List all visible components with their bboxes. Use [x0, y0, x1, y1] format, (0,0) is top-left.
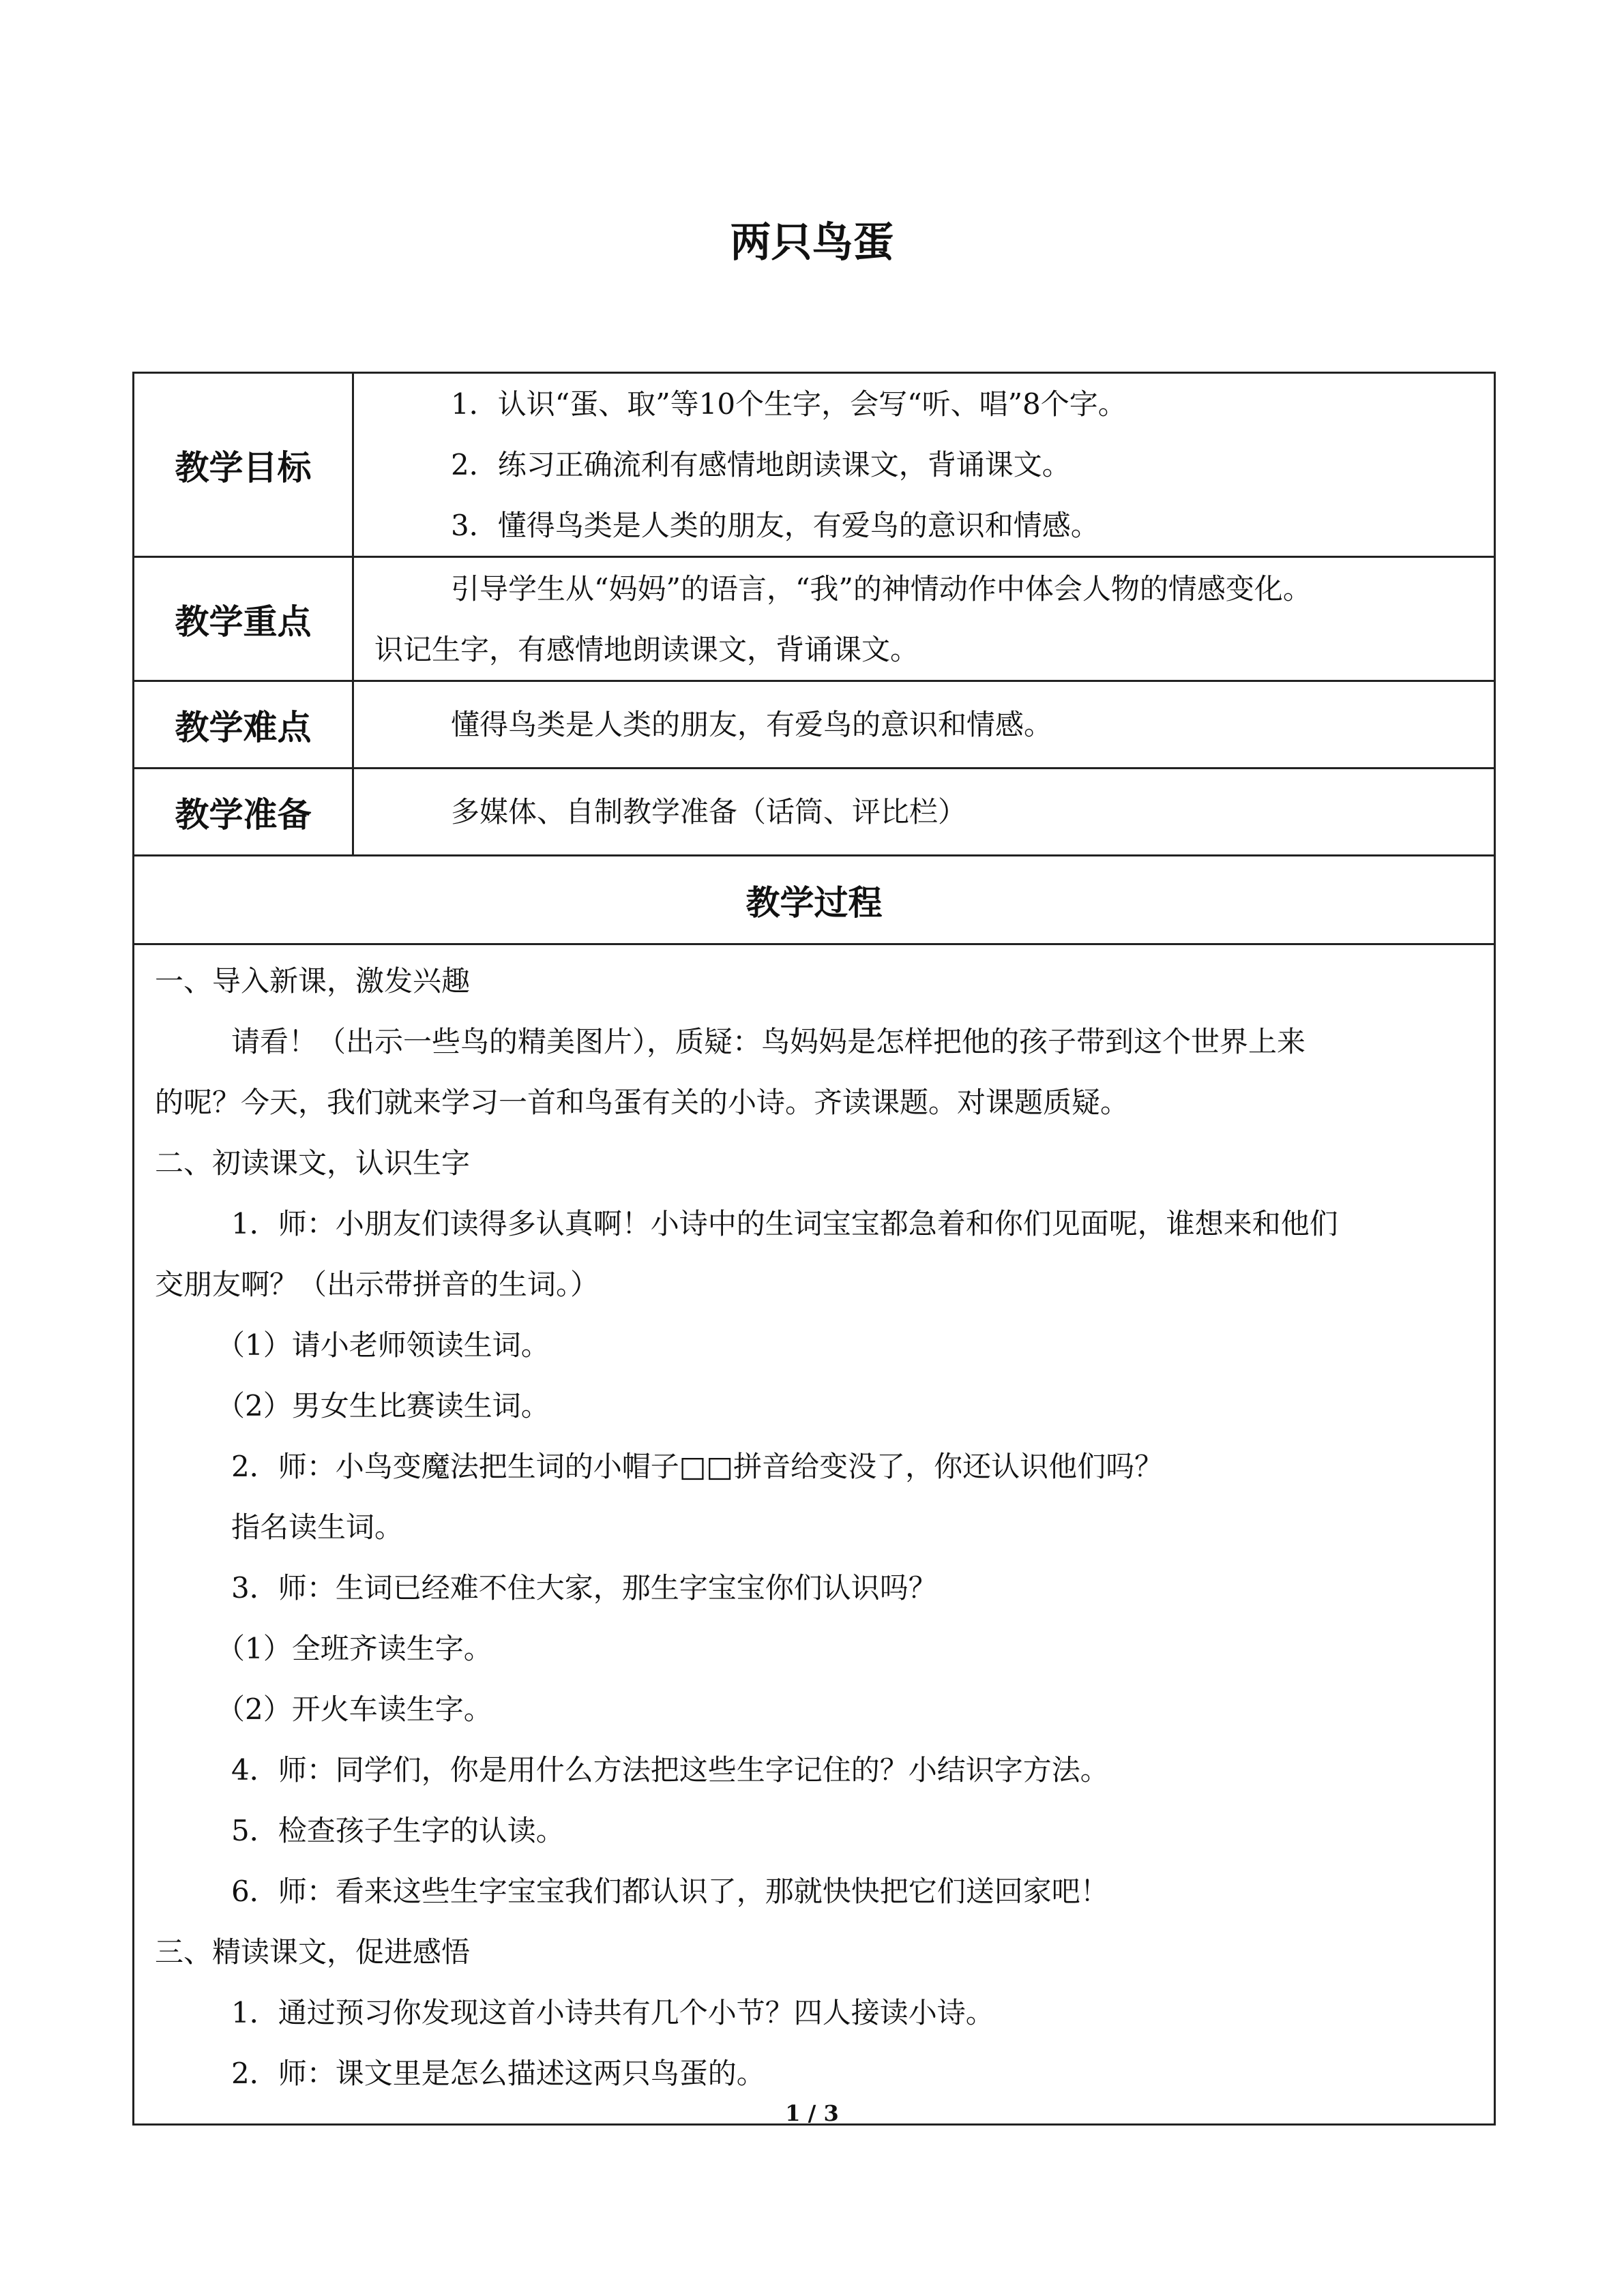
process-header: 教学过程	[134, 856, 1495, 944]
key-points-line: 识记生字，有感情地朗读课文，背诵课文。	[374, 632, 919, 666]
difficulties-text: 懂得鸟类是人类的朋友，有爱鸟的意识和情感。	[451, 708, 1053, 741]
lesson-plan-table	[132, 372, 1496, 2126]
objective-item: 3．懂得鸟类是人类的朋友，有爱鸟的意识和情感。	[451, 509, 1099, 542]
document-title: 两只鸟蛋	[730, 219, 894, 267]
process-line: 4．师：同学们，你是用什么方法把这些生字记住的？小结识字方法。	[231, 1753, 1109, 1787]
process-line: 二、初读课文，认识生字	[155, 1146, 471, 1180]
row-preparation	[134, 769, 1495, 856]
process-line: 三、精读课文，促进感悟	[155, 1935, 471, 1969]
row-process-header	[134, 856, 1495, 944]
row-objectives	[134, 373, 1495, 557]
row-key-points	[134, 557, 1495, 681]
preparation-content	[353, 769, 1495, 856]
process-line: （2）开火车读生字。	[216, 1693, 492, 1726]
process-line: （2）男女生比赛读生词。	[216, 1389, 550, 1422]
process-line: 6．师：看来这些生字宝宝我们都认识了，那就快快把它们送回家吧！	[231, 1875, 1109, 1908]
process-line: 交朋友啊？（出示带拼音的生词。）	[155, 1268, 600, 1301]
process-content	[134, 944, 1495, 2125]
label-difficulties: 教学难点	[134, 681, 353, 769]
label-key-points: 教学重点	[134, 557, 353, 681]
label-preparation: 教学准备	[134, 769, 353, 856]
process-line: 2．师：小鸟变魔法把生词的小帽子□□拼音给变没了，你还认识他们吗？	[231, 1450, 1164, 1483]
objectives-content	[353, 373, 1495, 557]
difficulties-content	[353, 681, 1495, 769]
process-line: 一、导入新课，激发兴趣	[155, 964, 471, 998]
preparation-text: 多媒体、自制教学准备（话筒、评比栏）	[451, 795, 967, 829]
process-line: 5．检查孩子生字的认读。	[231, 1814, 565, 1847]
label-objectives: 教学目标	[134, 373, 353, 557]
page-number: 1 / 3	[785, 2100, 839, 2126]
process-line: 3．师：生词已经难不住大家，那生字宝宝你们认识吗？	[231, 1571, 937, 1605]
process-line: 1．师：小朋友们读得多认真啊！小诗中的生词宝宝都急着和你们见面呢，谁想来和他们	[231, 1207, 1338, 1240]
process-line: （1）全班齐读生字。	[216, 1632, 492, 1665]
process-line: 的呢？今天，我们就来学习一首和鸟蛋有关的小诗。齐读课题。对课题质疑。	[155, 1086, 1130, 1119]
process-line: （1）请小老师领读生词。	[216, 1328, 550, 1362]
row-difficulties	[134, 681, 1495, 769]
process-line: 1．通过预习你发现这首小诗共有几个小节？四人接读小诗。	[231, 1996, 994, 2029]
objective-item: 2．练习正确流利有感情地朗读课文，背诵课文。	[451, 448, 1071, 481]
process-line: 请看！（出示一些鸟的精美图片），质疑：鸟妈妈是怎样把他的孩子带到这个世界上来	[231, 1025, 1306, 1058]
objective-item: 1．认识“蛋、取”等10个生字，会写“听、唱”8个字。	[451, 387, 1127, 421]
key-points-content	[353, 557, 1495, 681]
row-process-content	[134, 944, 1495, 2125]
process-line: 2．师：课文里是怎么描述这两只鸟蛋的。	[231, 2057, 765, 2090]
key-points-line: 引导学生从“妈妈”的语言，“我”的神情动作中体会人物的情感变化。	[451, 571, 1312, 606]
process-line: 指名读生词。	[231, 1510, 404, 1544]
